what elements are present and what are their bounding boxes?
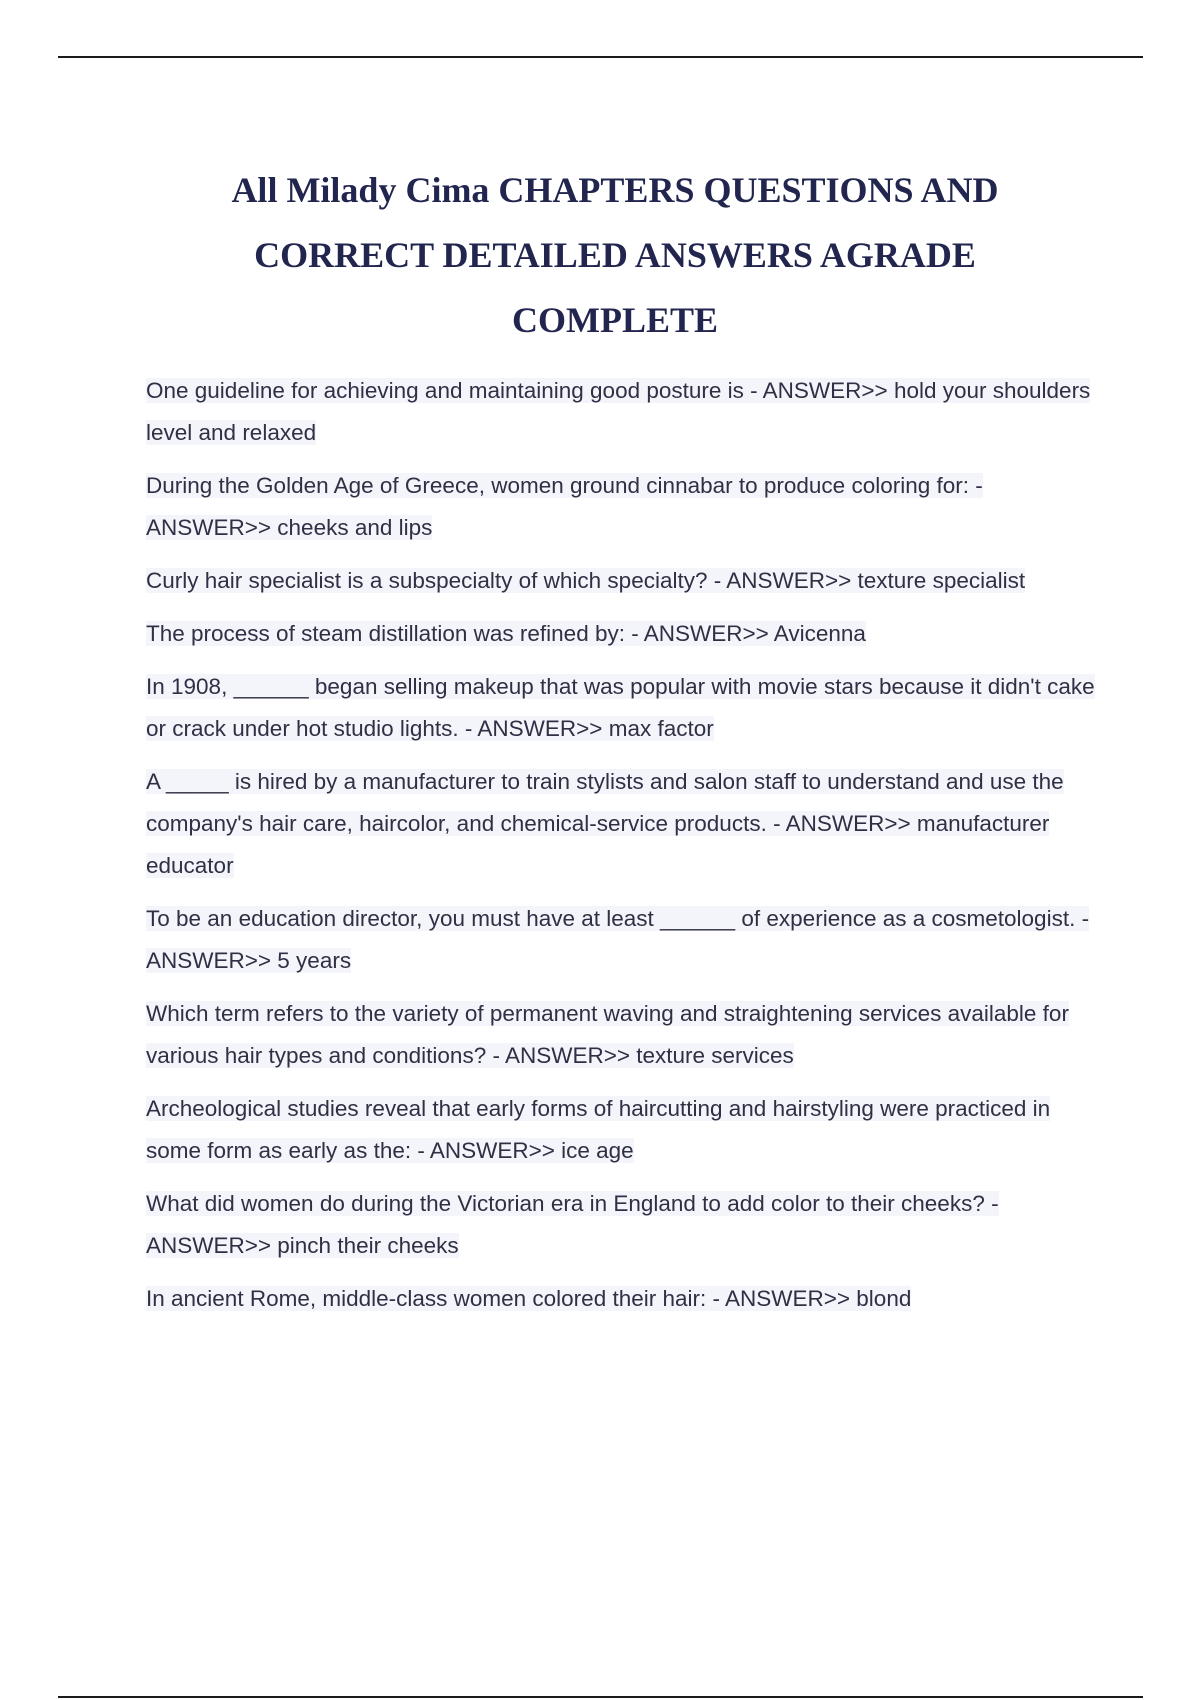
qa-item	[146, 761, 1096, 887]
qa-item	[146, 1088, 1096, 1172]
qa-text: In ancient Rome, middle-class women colored their hair: - ANSWER>> blond	[146, 1286, 912, 1311]
top-divider	[58, 56, 1143, 58]
qa-item	[146, 465, 1096, 549]
qa-item	[146, 1183, 1096, 1267]
qa-list	[146, 370, 1096, 1331]
qa-item	[146, 560, 1096, 602]
qa-text: Archeological studies reveal that early forms of haircutting and hairstyling were practiced in some form as early as the: - ANSWER>> ice age	[146, 1096, 1051, 1163]
qa-item	[146, 993, 1096, 1077]
qa-text: A _____ is hired by a manufacturer to train stylists and salon staff to understand and use the company's hair care, haircolor, and chemical-service products. - ANSWER>> manufacturer educator	[146, 769, 1064, 878]
qa-text: What did women do during the Victorian era in England to add color to their cheeks? - ANSWER>> pinch their cheeks	[146, 1191, 999, 1258]
qa-text: To be an education director, you must have at least ______ of experience as a cosmetologist. - ANSWER>> 5 years	[146, 906, 1090, 973]
qa-text: The process of steam distillation was refined by: - ANSWER>> Avicenna	[146, 621, 866, 646]
qa-item	[146, 613, 1096, 655]
qa-item	[146, 666, 1096, 750]
qa-text: One guideline for achieving and maintaining good posture is - ANSWER>> hold your shoulders level and relaxed	[146, 378, 1091, 445]
qa-text: During the Golden Age of Greece, women ground cinnabar to produce coloring for: - ANSWER>> cheeks and lips	[146, 473, 983, 540]
qa-item	[146, 898, 1096, 982]
qa-item	[146, 1278, 1096, 1320]
qa-text: Which term refers to the variety of permanent waving and straightening services available for various hair types and conditions? - ANSWER>> texture services	[146, 1001, 1069, 1068]
qa-text: Curly hair specialist is a subspecialty of which specialty? - ANSWER>> texture specialist	[146, 568, 1026, 593]
bottom-divider	[58, 1696, 1143, 1698]
document-title: All Milady Cima CHAPTERS QUESTIONS AND CORRECT DETAILED ANSWERS AGRADE COMPLETE	[231, 170, 999, 340]
qa-item	[146, 370, 1096, 454]
qa-text: In 1908, ______ began selling makeup that was popular with movie stars because it didn't cake or crack under hot studio lights. - ANSWER>> max factor	[146, 674, 1095, 741]
